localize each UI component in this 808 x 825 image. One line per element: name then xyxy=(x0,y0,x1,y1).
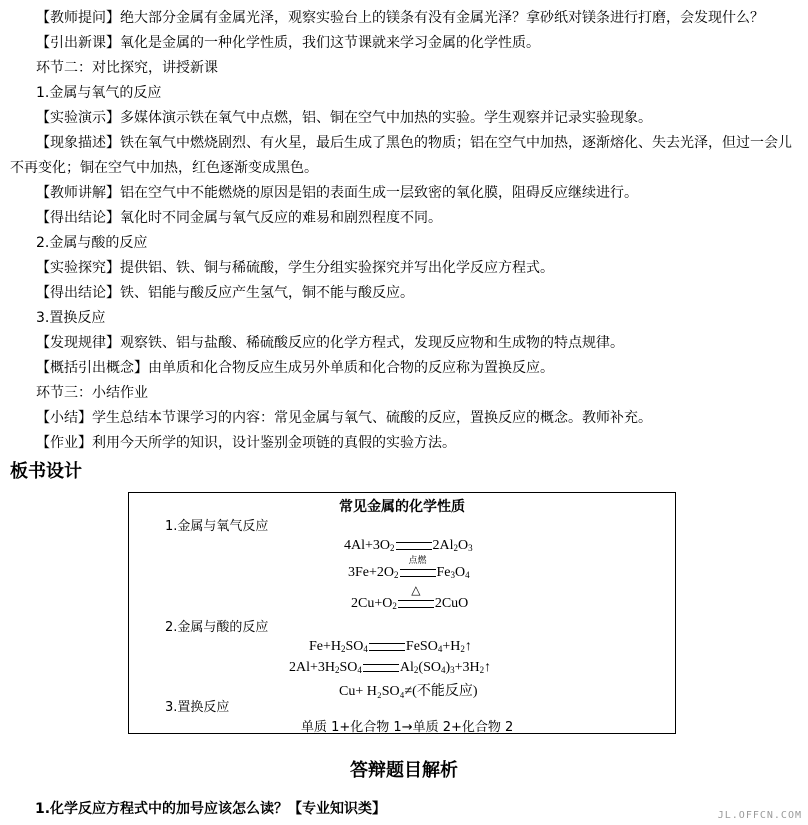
paragraph xyxy=(10,206,808,231)
answer-section-title: 答辩题目解析 xyxy=(350,760,458,781)
paragraph xyxy=(10,306,808,331)
equation-fe-h2so4: $Fe+H_2SO_4$ $FeSO_4+H_2↑$ xyxy=(309,639,472,654)
equation-cu-h2so4: Cu+ H₂SO₄≠(不能反应) xyxy=(339,684,478,699)
paragraph-text: 铝在空气中不能燃烧的原因是铝的表面生成一层致密的氧化膜，阻碍反应继续进行。 xyxy=(120,185,638,201)
paragraph-label: 【得出结论】 xyxy=(36,210,120,226)
paragraph-label: 【发现规律】 xyxy=(36,335,120,351)
paragraph-text: 铁在氧气中燃烧剧烈、有火星，最后生成了黑色的物质；铝在空气中加热，逐渐熔化、失去光泽，但过一会儿不再变化；铜在空气中加热，红色逐渐变成黑色。 xyxy=(10,135,792,176)
paragraph-text: 由单质和化合物反应生成另外单质和化合物的反应称为置换反应。 xyxy=(148,360,554,376)
equation-al-o2: $4Al+3O_2$ $2Al_2O_3$ xyxy=(344,538,473,553)
board-heading-acid: 2.金属与酸的反应 xyxy=(165,620,269,635)
condition-ignite: 点燃 xyxy=(408,555,427,566)
paragraph-label: 【作业】 xyxy=(36,435,92,451)
paragraph-label: 【教师讲解】 xyxy=(36,185,120,201)
displacement-rule: 单质 1+化合物 1→单质 2+化合物 2 xyxy=(301,720,514,735)
paragraph-text: 3.置换反应 xyxy=(36,310,106,326)
equation-al-h2so4: $2Al+3H_2SO_4$ $Al_2(SO_4)_3+3H_2↑$ xyxy=(289,660,492,675)
paragraph xyxy=(10,81,808,106)
paragraph-label: 【现象描述】 xyxy=(36,135,120,151)
paragraph xyxy=(10,356,808,381)
paragraph xyxy=(10,31,808,56)
paragraph xyxy=(10,231,808,256)
paragraph-text: 观察铁、铝与盐酸、稀硫酸反应的化学方程式，发现反应物和生成物的特点规律。 xyxy=(120,335,624,351)
paragraph-label: 【教师提问】 xyxy=(36,10,120,26)
paragraph-text: 利用今天所学的知识，设计鉴别金项链的真假的实验方法。 xyxy=(92,435,456,451)
paragraph-text: 绝大部分金属有金属光泽，观察实验台上的镁条有没有金属光泽？拿砂纸对镁条进行打磨，会发现什么？ xyxy=(120,10,764,26)
paragraph xyxy=(10,406,808,431)
paragraph-label: 【得出结论】 xyxy=(36,285,120,301)
question-1: 1.化学反应方程式中的加号应该怎么读？【专业知识类】 xyxy=(35,801,387,817)
paragraph-label: 【概括引出概念】 xyxy=(36,360,148,376)
paragraph xyxy=(10,56,808,81)
paragraph-text: 多媒体演示铁在氧气中点燃，铝、铜在空气中加热的实验。学生观察并记录实验现象。 xyxy=(120,110,652,126)
paragraph-text: 提供铝、铁、铜与稀硫酸，学生分组实验探究并写出化学反应方程式。 xyxy=(120,260,554,276)
paragraph-text: 氧化时不同金属与氧气反应的难易和剧烈程度不同。 xyxy=(120,210,442,226)
section-heading: 板书设计 xyxy=(10,461,82,482)
paragraph xyxy=(10,281,808,306)
paragraph-label: 【小结】 xyxy=(36,410,92,426)
blackboard-design xyxy=(128,492,676,734)
board-heading-displacement: 3.置换反应 xyxy=(165,700,230,715)
paragraph xyxy=(10,381,808,406)
paragraph-label: 【实验探究】 xyxy=(36,260,120,276)
paragraph-text: 2.金属与酸的反应 xyxy=(36,235,148,251)
board-title: 常见金属的化学性质 xyxy=(339,499,465,515)
paragraph-label: 【实验演示】 xyxy=(36,110,120,126)
condition-heat: △ xyxy=(411,582,421,597)
equation-fe-o2: $3Fe+2O_2$ 点燃 $Fe_3O_4$ xyxy=(348,555,470,580)
paragraph xyxy=(10,256,808,281)
paragraph-text: 环节二：对比探究，讲授新课 xyxy=(36,60,218,76)
paragraph-text: 学生总结本节课学习的内容：常见金属与氧气、硫酸的反应，置换反应的概念。教师补充。 xyxy=(92,410,652,426)
paragraph-text: 1.金属与氧气的反应 xyxy=(36,85,162,101)
paragraph-text: 环节三：小结作业 xyxy=(36,385,148,401)
paragraph xyxy=(10,131,795,181)
paragraph-text: 氧化是金属的一种化学性质，我们这节课就来学习金属的化学性质。 xyxy=(120,35,540,51)
board-heading-oxygen: 1.金属与氧气反应 xyxy=(165,519,269,534)
equation-cu-o2: $2Cu+O_2$ △ 2CuO xyxy=(351,582,469,611)
paragraph xyxy=(10,431,808,456)
paragraph xyxy=(10,6,808,31)
paragraph xyxy=(10,331,808,356)
paragraph-label: 【引出新课】 xyxy=(36,35,120,51)
paragraph-text: 铁、铝能与酸反应产生氢气，铜不能与酸反应。 xyxy=(120,285,414,301)
paragraph xyxy=(10,181,808,206)
watermark: JL.OFFCN.COM xyxy=(717,810,802,821)
paragraph xyxy=(10,106,808,131)
